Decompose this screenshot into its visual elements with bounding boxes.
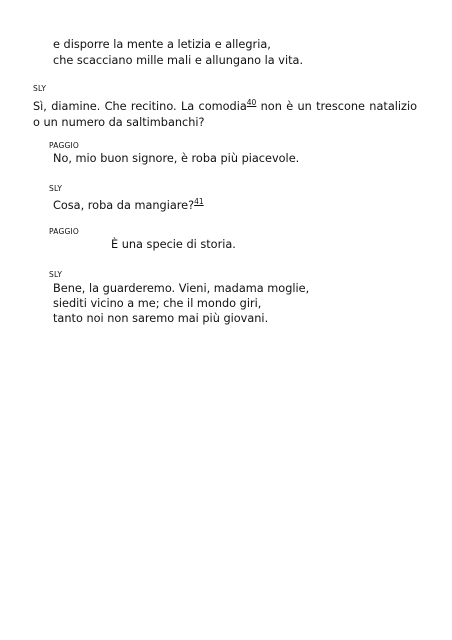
verse-line: Bene, la guarderemo. Vieni, madama moglie, (53, 282, 310, 295)
speaker-label: PAGGIO (49, 141, 79, 150)
speech-text: Sì, diamine. Che recitino. La comodia (33, 100, 247, 113)
verse-line: che scacciano mille mali e allungano la vita. (53, 54, 304, 67)
footnote-link[interactable]: 40 (246, 98, 257, 107)
speaker-label: SLY (49, 184, 63, 193)
speech-text: Cosa, roba da mangiare? (53, 199, 195, 212)
verse-line: e disporre la mente a letizia e allegria, (53, 38, 271, 51)
footnote-link[interactable]: 41 (194, 197, 204, 206)
speaker-label: SLY (33, 84, 47, 93)
verse-line: No, mio buon signore, è roba più piacevole. (53, 152, 300, 165)
speaker-label: SLY (49, 270, 63, 279)
prose-speech (33, 95, 417, 131)
speech-text: non è un trescone natalizio o un numero da saltimbanchi? (33, 100, 417, 129)
verse-line: siediti vicino a me; che il mondo giri, (53, 297, 262, 310)
speaker-label: PAGGIO (49, 227, 79, 236)
verse-line: È una specie di storia. (111, 238, 236, 251)
verse-line (53, 195, 204, 213)
verse-line: tanto noi non saremo mai più giovani. (53, 312, 269, 325)
